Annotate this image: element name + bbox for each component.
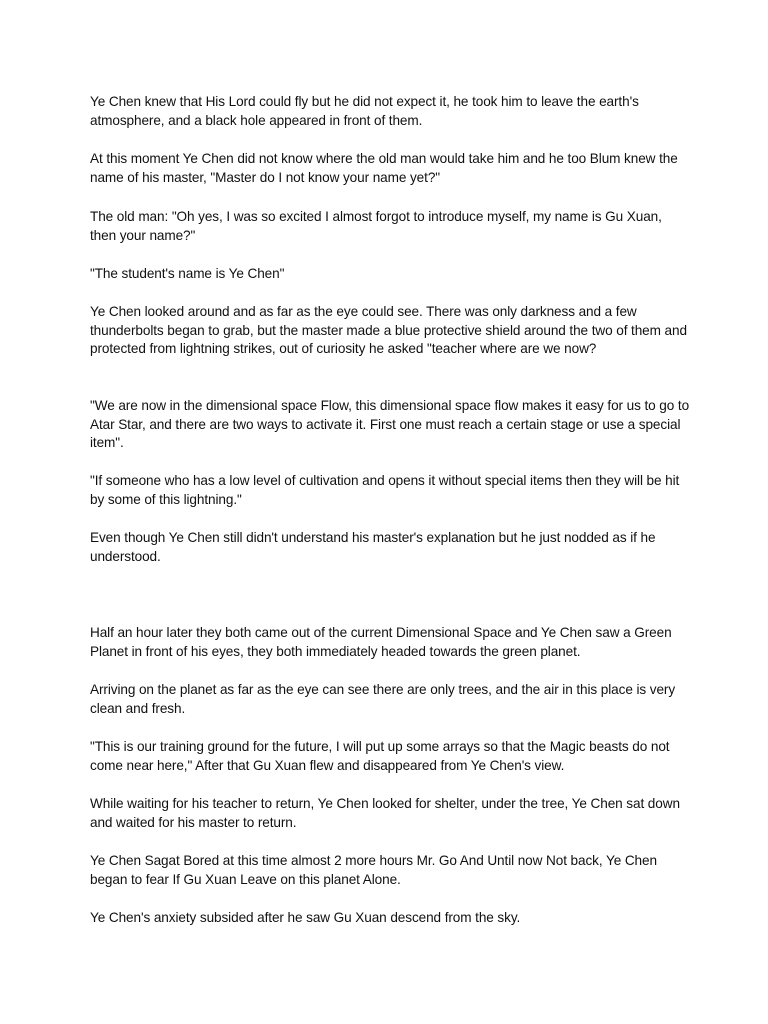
paragraph-8: Even though Ye Chen still didn't understand his master's explanation but he just nodded as if he understood. <box>90 530 656 564</box>
paragraph-1: Ye Chen knew that His Lord could fly but he did not expect it, he took him to leave the earth's atmosphere, and a black hole appeared in front of them. <box>90 94 639 128</box>
paragraph-7: "If someone who has a low level of cultivation and opens it without special items then they will be hit by some of this lightning." <box>90 473 680 507</box>
paragraph-10: Arriving on the planet as far as the eye can see there are only trees, and the air in this place is very clean and fresh. <box>90 682 676 716</box>
paragraph-2: At this moment Ye Chen did not know where the old man would take him and he too Blum knew the name of his master, "Master do I not know your name yet?" <box>90 151 678 185</box>
paragraph-3: The old man: "Oh yes, I was so excited I almost forgot to introduce myself, my name is Gu Xuan, then your name?" <box>90 209 662 243</box>
paragraph-12: While waiting for his teacher to return, Ye Chen looked for shelter, under the tree, Ye Chen sat down and waited for his master to return. <box>90 796 680 830</box>
paragraph-5: Ye Chen looked around and as far as the eye could see. There was only darkness and a few thunderbolts began to grab, but the master made a blue protective shield around the two of them and protected from lightning strikes, out of curiosity he asked "teacher where are we now? <box>90 304 687 357</box>
paragraph-14: Ye Chen's anxiety subsided after he saw Gu Xuan descend from the sky. <box>90 910 521 925</box>
paragraph-9: Half an hour later they both came out of the current Dimensional Space and Ye Chen saw a Green Planet in front of his eyes, they both immediately headed towards the green planet. <box>90 625 672 659</box>
paragraph-6: "We are now in the dimensional space Flow, this dimensional space flow makes it easy for us to go to Atar Star, and there are two ways to activate it. First one must reach a certain stage or use a special item". <box>90 398 690 451</box>
paragraph-13: Ye Chen Sagat Bored at this time almost 2 more hours Mr. Go And Until now Not back, Ye Chen began to fear If Gu Xuan Leave on this planet Alone. <box>90 853 657 887</box>
paragraph-11: "This is our training ground for the future, I will put up some arrays so that the Magic beasts do not come near here," After that Gu Xuan flew and disappeared from Ye Chen's view. <box>90 739 670 773</box>
paragraph-4: "The student's name is Ye Chen" <box>90 266 285 281</box>
